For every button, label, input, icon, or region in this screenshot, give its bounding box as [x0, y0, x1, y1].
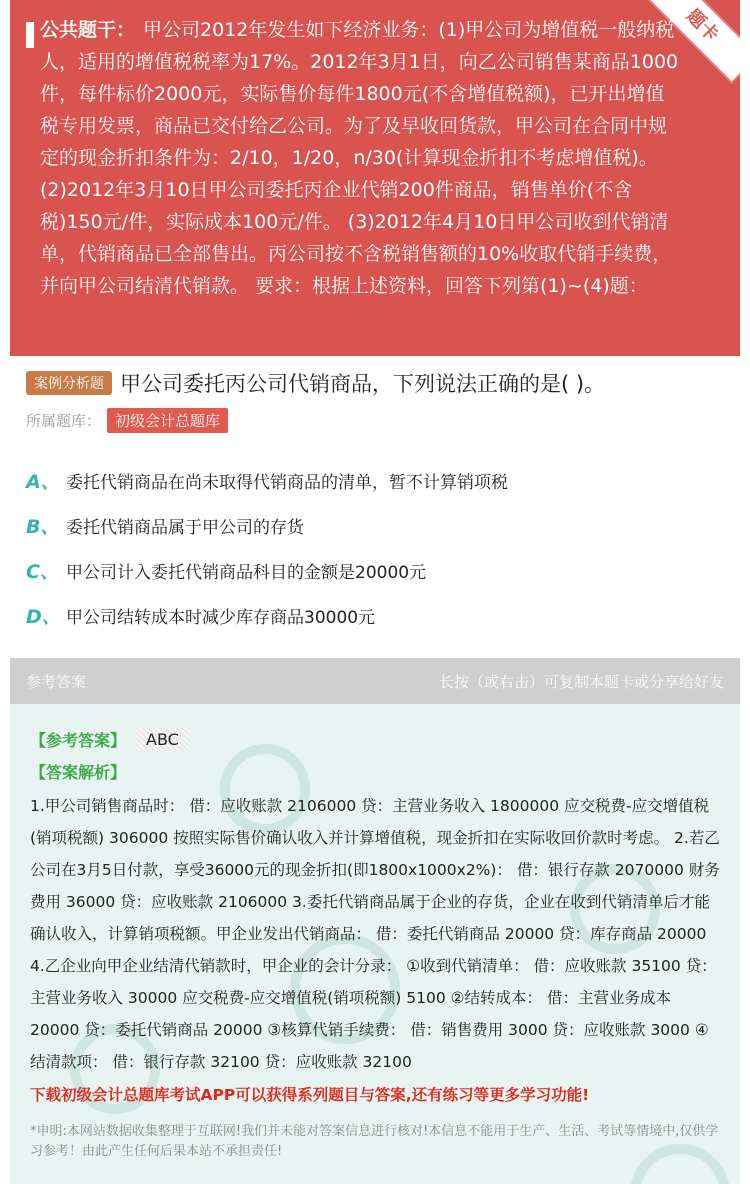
app-promo-link[interactable]: 下载初级会计总题库考试APP可以获得系列题目与答案,还有练习等更多学习功能! — [30, 1086, 590, 1104]
option-c[interactable] — [26, 548, 726, 593]
option-letter: B、 — [26, 516, 60, 538]
option-letter: D、 — [26, 606, 61, 628]
card-ribbon: 题卡 — [647, 0, 740, 81]
option-a[interactable] — [26, 458, 726, 503]
question-heading — [26, 368, 736, 398]
option-b[interactable] — [26, 503, 726, 548]
answer-content — [30, 724, 720, 1162]
reference-answer-label: 【参考答案】 — [30, 730, 127, 750]
question-bank-label: 所属题库： — [26, 412, 102, 430]
question-stem-card — [10, 0, 740, 356]
analysis-label: 【答案解析】 — [30, 763, 127, 782]
answer-panel — [10, 704, 740, 1184]
option-text: 甲公司结转成本时减少库存商品30000元 — [66, 608, 376, 628]
disclaimer-text: *申明:本网站数据收集整理于互联网!我们并未能对答案信息进行核对!本信息不能用于生产、生活、考试等情境中,仅供学习参考！由此产生任何后果本站不承担责任! — [30, 1124, 719, 1159]
option-text: 委托代销商品在尚未取得代销商品的清单，暂不计算销项税 — [66, 473, 508, 493]
question-text: 甲公司委托丙公司代销商品，下列说法正确的是( )。 — [120, 372, 606, 396]
stem-label: 公共题干： — [40, 19, 136, 41]
option-d[interactable] — [26, 593, 726, 638]
share-hint: 长按（或右击）可复制本题卡或分享给好友 — [438, 672, 724, 691]
answer-options — [26, 458, 726, 638]
question-bank-line — [26, 408, 228, 433]
reference-answer-line — [30, 724, 720, 754]
option-text: 委托代销商品属于甲公司的存货 — [66, 518, 304, 538]
stem-text-block — [40, 14, 680, 302]
question-bank-tag[interactable]: 初级会计总题库 — [107, 408, 228, 433]
answer-header-title: 参考答案 — [26, 672, 87, 691]
question-type-tag: 案例分析题 — [26, 371, 112, 395]
reference-answer-value: ABC — [136, 728, 189, 751]
option-letter: C、 — [26, 561, 59, 583]
analysis-text: 1.甲公司销售商品时： 借：应收账款 2106000 贷：主营业务收入 1800000 应交税费-应交增值税(销项税额) 306000 按照实际售价确认收入并计算增值税，现金折扣在实际收回价款时考虑。 2.若乙公司在3月5日付款，享受36000元的现金折扣(即1800x1000x2%)： 借：银行存款 2070000 财务费用 36000 贷：应收账款 2106000 3.委托代销商品属于企业的存货，企业在收到代销清单后才能确认收入，计算销项税额。甲企业发出代销商品： 借：委托代销商品 20000 贷：库存商品 20000 4.乙企业向甲企业结清代销款时，甲企业的会计分录： ①收到代销清单： 借：应收账款 35100 贷：主营业务收入 30000 应交税费-应交增值税(销项税额) 5100 ②结转成本： 借：主营业务成本 20000 贷：委托代销商品 20000 ③核算代销手续费： 借：销售费用 3000 贷：应收账款 3000 ④结清款项： 借：银行存款 32100 贷：应收账款 32100 — [30, 797, 720, 1071]
option-text: 甲公司计入委托代销商品科目的金额是20000元 — [66, 563, 427, 583]
stem-accent-bar — [26, 22, 34, 48]
stem-body: 甲公司2012年发生如下经济业务：(1)甲公司为增值税一般纳税人，适用的增值税税率为17%。2012年3月1日，向乙公司销售某商品1000件，每件标价2000元，实际售价每件1800元(不含增值税额)，已开出增值税专用发票，商品已交付给乙公司。为了及早收回货款，甲公司在合同中规定的现金折扣条件为：2/10，1/20，n/30(计算现金折扣不考虑增值税)。 (2)2012年3月10日甲公司委托丙企业代销200件商品，销售单价(不含税)150元/件，实际成本100元/件。 (3)2012年4月10日甲公司收到代销清单，代销商品已全部售出。丙公司按不含税销售额的10%收取代销手续费，并向甲公司结清代销款。 要求：根据上述资料，回答下列第(1)~(4)题： — [40, 19, 679, 297]
answer-header-bar — [10, 658, 740, 704]
option-letter: A、 — [26, 471, 60, 493]
